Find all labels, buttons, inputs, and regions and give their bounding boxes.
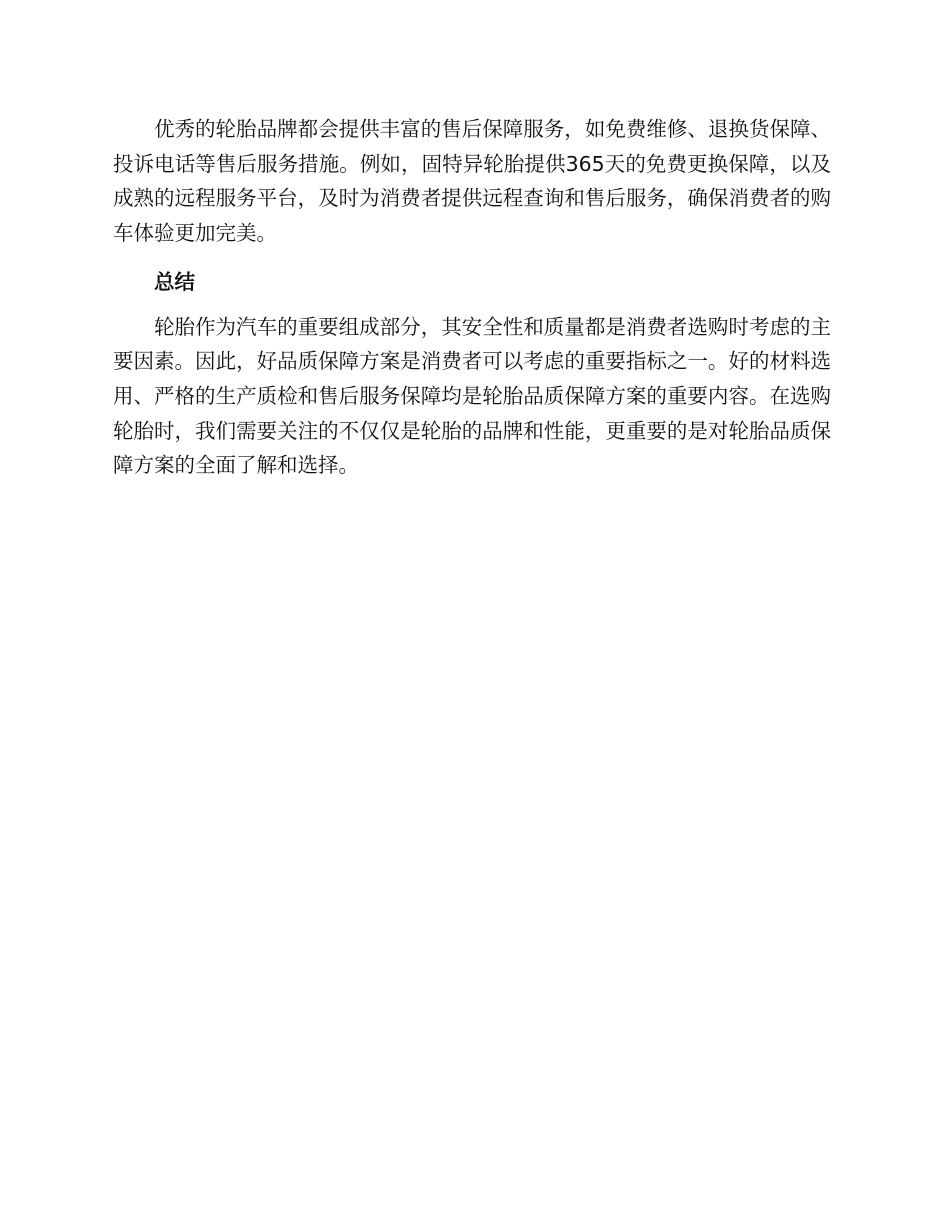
spacer	[113, 251, 831, 265]
paragraph-summary: 轮胎作为汽车的重要组成部分，其安全性和质量都是消费者选购时考虑的主要因素。因此，好品质保障方案是消费者可以考虑的重要指标之一。好的材料选用、严格的生产质检和售后服务保障均是轮胎品质保障方案的重要内容。在选购轮胎时，我们需要关注的不仅仅是轮胎的品牌和性能，更重要的是对轮胎品质保障方案的全面了解和选择。	[113, 314, 831, 478]
document-body	[113, 112, 831, 483]
spacer	[113, 300, 831, 310]
section-heading-summary: 总结	[154, 269, 195, 294]
paragraph-after-sales-service: 优秀的轮胎品牌都会提供丰富的售后保障服务，如免费维修、退换货保障、投诉电话等售后服务措施。例如，固特异轮胎提供365天的免费更换保障，以及成熟的远程服务平台，及时为消费者提供远程查询和售后服务，确保消费者的购车体验更加完美。	[113, 117, 831, 246]
